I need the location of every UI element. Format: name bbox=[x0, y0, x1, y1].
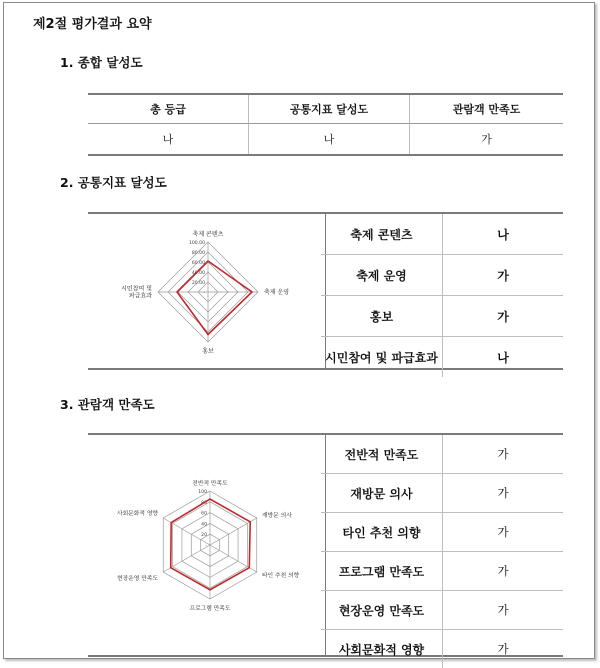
table-row bbox=[321, 337, 563, 378]
radar-tick-label: - bbox=[205, 544, 207, 549]
radar-chart-common-index bbox=[88, 214, 326, 368]
radar-axis-label: 현장운영 만족도 bbox=[117, 574, 158, 582]
row-label: 프로그램 만족도 bbox=[321, 552, 443, 591]
row-grade: 가 bbox=[443, 255, 564, 296]
value-visitor-satisfaction: 가 bbox=[410, 124, 564, 156]
row-label: 시민참여 및 파급효과 bbox=[321, 337, 443, 378]
row-grade: 나 bbox=[443, 337, 564, 378]
radar-tick-label: 60.00 bbox=[192, 260, 205, 266]
table-row bbox=[321, 296, 563, 337]
chapter-title: 제2절 평가결과 요약 bbox=[33, 13, 152, 32]
header-total-grade: 총 등급 bbox=[88, 94, 249, 124]
row-label: 현장운영 만족도 bbox=[321, 591, 443, 630]
radar-chart-2-svg bbox=[88, 435, 325, 655]
section1-title: 1. 종합 달성도 bbox=[60, 53, 143, 71]
row-label: 홍보 bbox=[321, 296, 443, 337]
visitor-satisfaction-table bbox=[321, 435, 563, 668]
radar-axis-label: 전반적 만족도 bbox=[192, 479, 228, 487]
radar-axis-label: 파급효과 bbox=[129, 292, 152, 300]
overall-value-row bbox=[88, 124, 563, 156]
table-row bbox=[321, 474, 563, 513]
radar-tick-label: 60 bbox=[201, 511, 207, 517]
radar-chart-1-svg bbox=[88, 214, 325, 368]
radar-axis-label: 축제 콘텐츠 bbox=[193, 230, 224, 238]
row-label: 사회문화적 영향 bbox=[321, 630, 443, 668]
radar-axis-label: 시민참여 및 bbox=[121, 285, 152, 293]
value-total-grade: 나 bbox=[88, 124, 249, 156]
row-grade: 가 bbox=[443, 552, 564, 591]
radar-axis-label: 프로그램 만족도 bbox=[189, 604, 230, 612]
radar-axis-label: 사회문화적 영향 bbox=[117, 509, 158, 517]
radar-axis-label: 재방문 의사 bbox=[262, 511, 292, 519]
common-index-table bbox=[321, 214, 563, 377]
row-grade: 나 bbox=[443, 214, 564, 255]
row-label: 타인 추천 의향 bbox=[321, 513, 443, 552]
radar-tick-label: 80.00 bbox=[192, 250, 205, 256]
radar-tick-label: 100.00 bbox=[189, 240, 205, 246]
row-grade: 가 bbox=[443, 474, 564, 513]
row-label: 전반적 만족도 bbox=[321, 435, 443, 474]
table-row bbox=[321, 435, 563, 474]
visitor-satisfaction-block bbox=[88, 433, 563, 657]
radar-tick-label: 20.00 bbox=[192, 280, 205, 286]
radar-tick-label: 40.00 bbox=[192, 270, 205, 276]
radar-axis-label: 축제 운영 bbox=[264, 288, 289, 296]
overall-table bbox=[88, 93, 563, 156]
row-label: 축제 운영 bbox=[321, 255, 443, 296]
radar-tick-label: 20 bbox=[201, 532, 207, 538]
radar-axis-label: 타인 추천 의향 bbox=[262, 571, 300, 579]
row-grade: 가 bbox=[443, 296, 564, 337]
radar-tick-label: 40 bbox=[201, 521, 207, 527]
table-row bbox=[321, 214, 563, 255]
header-visitor-satisfaction: 관람객 만족도 bbox=[410, 94, 564, 124]
section2-title: 2. 공통지표 달성도 bbox=[60, 173, 167, 191]
row-grade: 가 bbox=[443, 513, 564, 552]
overall-header-row bbox=[88, 94, 563, 124]
row-grade: 가 bbox=[443, 630, 564, 668]
row-label: 재방문 의사 bbox=[321, 474, 443, 513]
row-grade: 가 bbox=[443, 435, 564, 474]
radar-tick-label: 100 bbox=[198, 489, 207, 495]
table-row bbox=[321, 513, 563, 552]
radar-tick-label: 80 bbox=[201, 500, 207, 506]
section3-title: 3. 관람객 만족도 bbox=[60, 395, 155, 413]
table-row bbox=[321, 630, 563, 668]
table-row bbox=[321, 591, 563, 630]
row-grade: 가 bbox=[443, 591, 564, 630]
header-common-index: 공통지표 달성도 bbox=[249, 94, 410, 124]
radar-tick-label: - bbox=[203, 291, 205, 296]
common-index-block bbox=[88, 212, 563, 370]
radar-axis-label: 홍보 bbox=[202, 347, 214, 355]
row-label: 축제 콘텐츠 bbox=[321, 214, 443, 255]
table-row bbox=[321, 552, 563, 591]
table-row bbox=[321, 255, 563, 296]
value-common-index: 나 bbox=[249, 124, 410, 156]
radar-chart-visitor-satisfaction bbox=[88, 435, 326, 655]
